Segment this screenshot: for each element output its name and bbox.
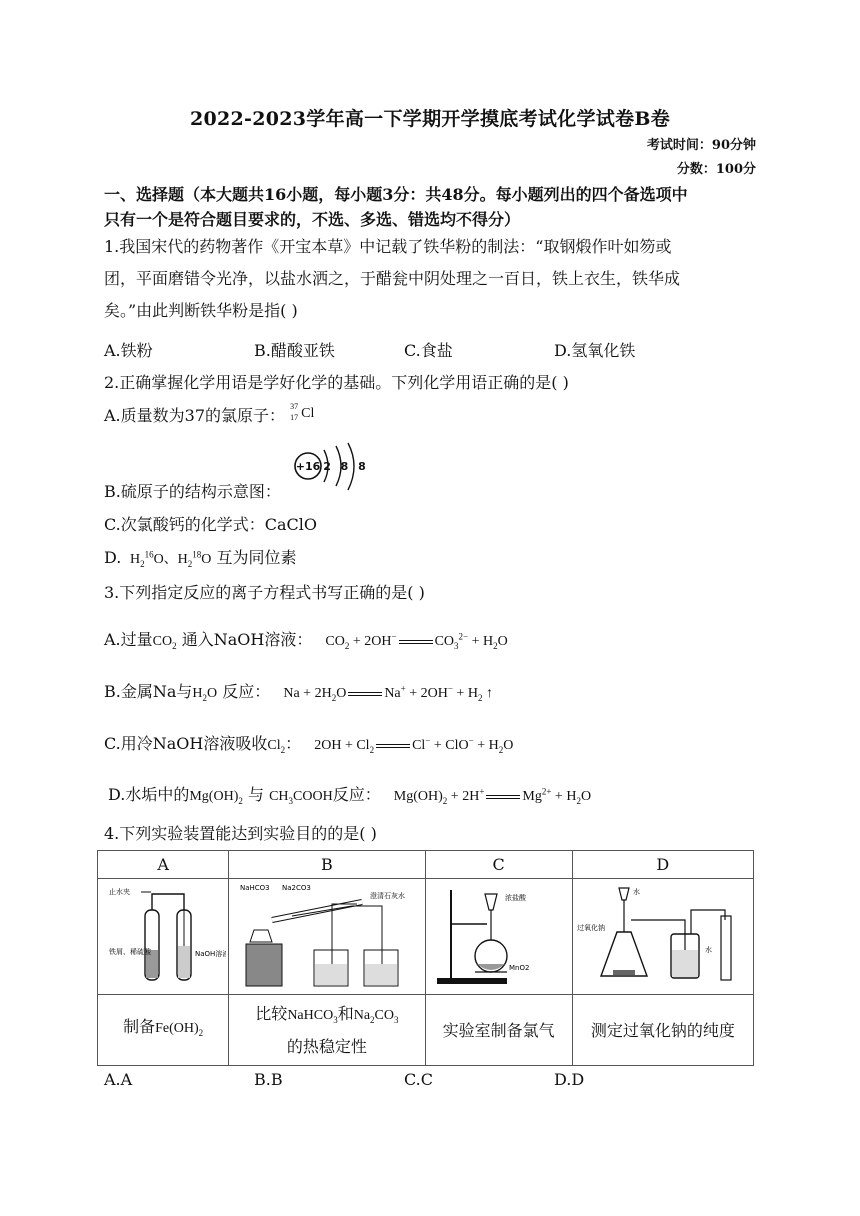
caption-d: 测定过氧化钠的纯度 [572, 995, 753, 1066]
apparatus-d [572, 879, 753, 995]
q3-option-c: C.用冷NaOH溶液吸收$Cl_2$： $2OH + Cl_2$ $Cl^- + ClO^- + H_2O$ [104, 734, 514, 755]
header-b: B [229, 851, 425, 879]
q3-d-mid: 与 [247, 785, 264, 804]
header-c: C [425, 851, 572, 879]
apparatus-c [425, 879, 572, 995]
q2-option-b: B.硫原子的结构示意图： [104, 482, 281, 501]
q3-b-equation: $Na + 2H_2O$ $Na^+ + 2OH^- + H_2$ ↑ [283, 683, 493, 703]
q2-option-d-prefix: D. [104, 548, 122, 567]
q4-option-a: A.A [104, 1070, 133, 1089]
q2-stem: 2.正确掌握化学用语是学好化学的基础。下列化学用语正确的是( ) [104, 373, 569, 392]
q3-stem: 3.下列指定反应的离子方程式书写正确的是( ) [104, 583, 425, 602]
q3-option-a: A.过量$CO_2$ 通入NaOH溶液： $CO_2 + 2OH^-$ $CO_3^{2-} + H_2O$ [104, 630, 508, 651]
q3-b-text: B.金属Na与 [104, 682, 193, 701]
caption-a-text: 制备 [123, 1017, 156, 1037]
q3-c-mid: ： [285, 734, 302, 753]
q3-d-mid2: 反应： [332, 785, 381, 804]
label-hcl: 浓盐酸 [504, 893, 526, 902]
q3-a-mid: 通入NaOH溶液： [181, 630, 313, 649]
header-a: A [98, 851, 229, 879]
atomic-number: 17 [290, 413, 299, 422]
label-na2co3: Na2CO3 [281, 883, 311, 892]
label-mno2: MnO2 [508, 963, 530, 972]
q1-line3: 矣。”由此判断铁华粉是指( ) [104, 301, 298, 320]
section-heading-line1: 一、选择题（本大题共16小题，每小题3分：共48分。每小题列出的四个备选项中 [104, 185, 688, 204]
element-symbol: Cl [301, 406, 315, 421]
sulfur-atom-diagram [290, 440, 370, 496]
label-na2o2: 过氧化钠 [577, 923, 606, 932]
q3-d-equation: $Mg(OH)_2 + 2H^+$ $Mg^{2+} + H_2O$ [393, 786, 592, 806]
label-water: 水 [705, 945, 713, 954]
label-clamp: 止水夹 [108, 887, 130, 896]
q4-stem: 4.下列实验装置能达到实验目的的是( ) [104, 824, 377, 843]
q1-option-b: B.醋酸亚铁 [254, 341, 335, 360]
q1-option-a: A.铁粉 [104, 341, 153, 360]
q4-option-b: B.B [254, 1070, 283, 1089]
q1-line2: 团，平面磨错令光净，以盐水洒之，于醋瓮中阴处理之一百日，铁上衣生，铁华成 [104, 269, 681, 288]
chlorine-isotope [290, 402, 324, 424]
q2-option-d-suffix: 互为同位素 [216, 548, 297, 567]
q1-option-d: D.氢氧化铁 [554, 341, 636, 360]
mass-number: 37 [290, 402, 299, 411]
q2-option-a [104, 403, 324, 426]
q3-a-equation: $CO_2 + 2OH^-$ $CO_3^{2-} + H_2O$ [325, 631, 508, 651]
q2-option-a-text: A.质量数为37的氯原子： [104, 406, 286, 425]
page-title: 2022-2023学年高一下学期开学摸底考试化学试卷B卷 [189, 108, 671, 130]
caption-b-prefix: 比较 [255, 1003, 288, 1023]
electron-shells: 2 8 8 [323, 460, 369, 473]
apparatus-b [229, 879, 425, 995]
q3-c-equation: $2OH + Cl_2$ $Cl^- + ClO^- + H_2O$ [314, 735, 514, 755]
q3-a-text: A.过量 [104, 630, 153, 649]
exam-score: 分数：100分 [676, 162, 756, 177]
q3-c-text: C.用冷NaOH溶液吸收 [104, 734, 268, 753]
q4-option-c: C.C [404, 1070, 433, 1089]
caption-c: 实验室制备氯气 [425, 995, 572, 1066]
q3-b-mid: 反应： [222, 682, 271, 701]
header-d: D [572, 851, 753, 879]
experiment-table [97, 850, 754, 1066]
q1-line1: 1.我国宋代的药物著作《开宝本草》中记载了铁华粉的制法：“取钢煅作叶如笏或 [104, 237, 672, 256]
q3-option-b: B.金属Na与$H_2O$ 反应： $Na + 2H_2O$ $Na^+ + 2OH^- + H_2$ ↑ [104, 682, 493, 703]
q1-option-c: C.食盐 [404, 341, 453, 360]
label-nahco3: NaHCO3 [239, 883, 270, 892]
q4-option-d: D.D [554, 1070, 585, 1089]
q2-option-c: C.次氯酸钙的化学式：CaClO [104, 515, 318, 534]
section-heading-line2: 只有一个是符合题目要求的，不选、多选、错选均不得分） [104, 210, 521, 229]
q2-option-d [104, 545, 297, 569]
label-naoh: NaOH溶液 [194, 949, 226, 958]
caption-a: 制备$Fe(OH)_2$ [98, 995, 229, 1066]
label-iron-acid: 铁屑、稀硫酸 [108, 947, 151, 956]
q3-option-d: D.水垢中的$Mg(OH)_2$ 与 $CH_3COOH$反应： $Mg(OH)_2 + 2H^+$ $Mg^{2+} + H_2O$ [108, 785, 592, 806]
caption-b: 比较NaHCO$_3$和$Na_2CO_3$ 的热稳定性 [229, 995, 425, 1066]
q3-d-text: D.水垢中的 [108, 785, 190, 804]
caption-b-and: 和 [337, 1003, 354, 1023]
label-limewater: 澄清石灰水 [369, 891, 405, 900]
nucleus-charge: +16 [295, 460, 321, 473]
caption-b-suffix: 的热稳定性 [286, 1037, 367, 1057]
water-isotopes: $H_2^{16}O$、$H_2^{18}O$ [126, 549, 212, 569]
apparatus-a [98, 879, 229, 995]
exam-time: 考试时间：90分钟 [646, 138, 756, 153]
label-water-top: 水 [633, 887, 641, 896]
